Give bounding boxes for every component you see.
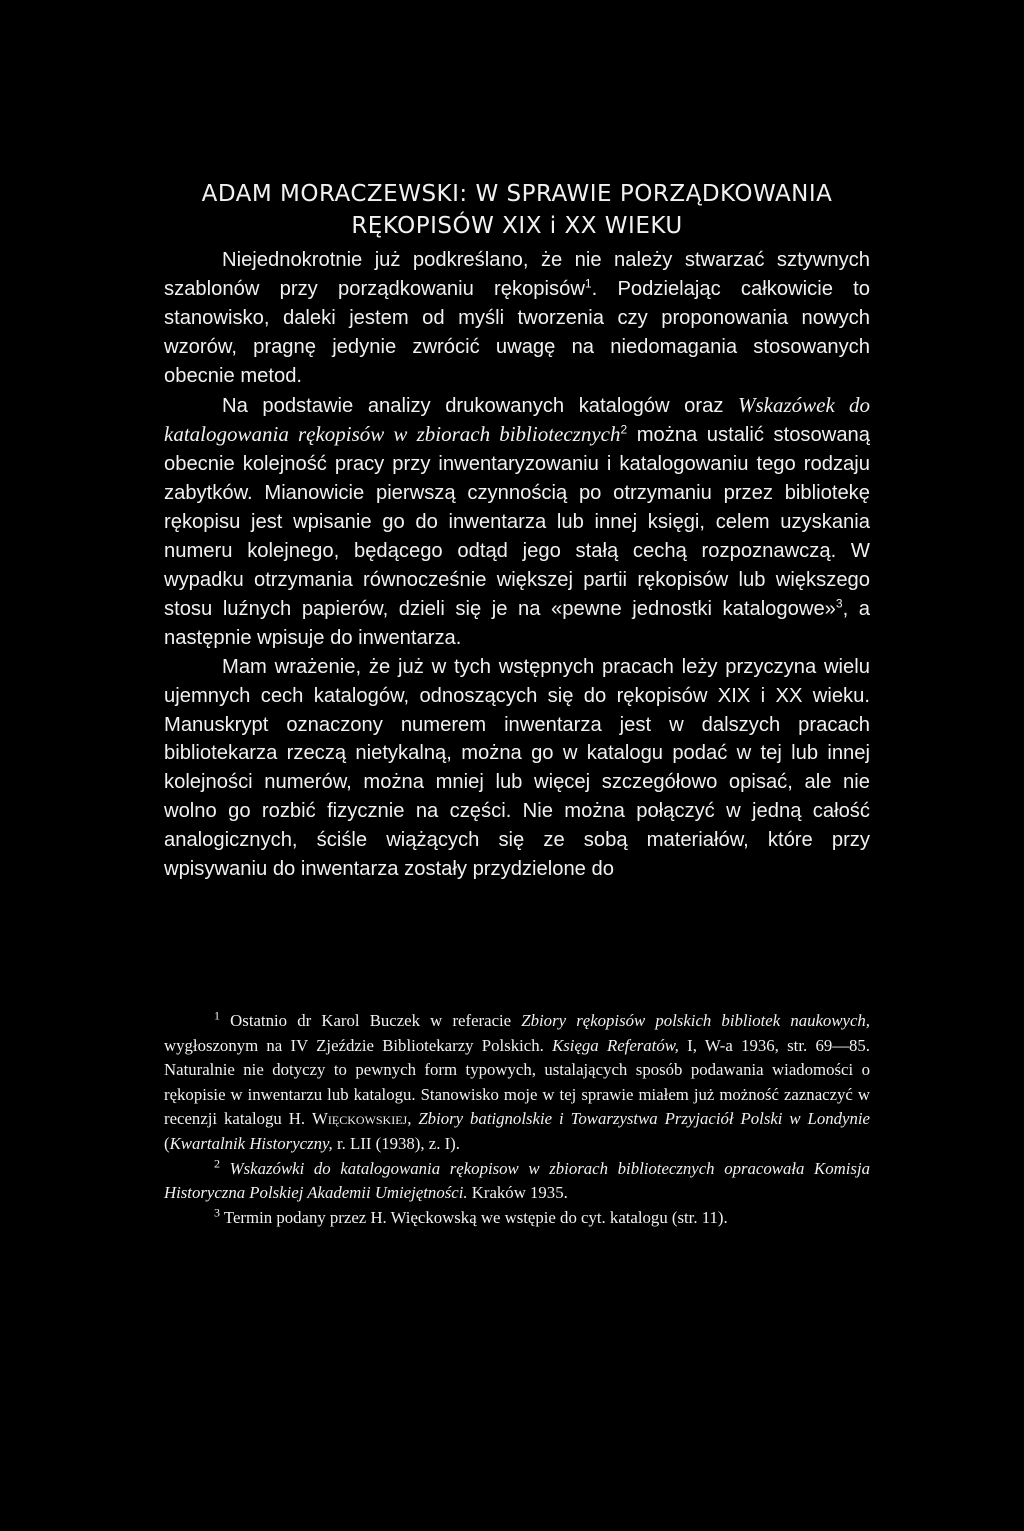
paragraph-1-text-b: . Podzielając całkowicie to stanowisko, daleki jestem od myśli tworzenia czy proponowania nowych wzorów, pragnę jedynie zwrócić uwagę na niedomagania stosowanych obecnie metod. (164, 277, 871, 387)
paragraph-3: Mam wrażenie, że już w tych wstępnych pracach leży przyczyna wielu ujemnych cech katalogów, odnoszących się do rękopisów XIX i XX wieku. Manuskrypt oznaczony numerem inwentarza jest w dalszych pracach bibliotekarza rzeczą nietykalną, można go w katalogu podać w tej lub innej kolejności numerów, można mniej lub więcej szczegółowo opisać, ale nie wolno go rozbić fizycznie na części. Nie można połączyć w jedną całość analogicznych, ściśle wiążących się ze sobą materiałów, które przy wpisywaniu do inwentarza zostały przydzielone do (164, 655, 870, 881)
paragraph-2-text-b: można ustalić stosowaną obecnie kolejność pracy przy inwentaryzowaniu i katalogowaniu tego rodzaju zabytków. Mianowicie pierwszą czynnością po otrzymaniu przez bibliotekę rękopisu jest wpisanie go do inwentarza lub innej księgi, celem uzyskania numeru kolejnego, będącego odtąd jego stałą cechą rozpoznawczą. W wypadku otrzymania równocześnie większej partii rękopisów lub większego stosu luźnych papierów, dzieli się je na «pewne jednostki katalogowe» (164, 424, 870, 620)
article-body (164, 246, 870, 884)
main-text-column (164, 178, 870, 884)
footnote-2-italic: Wskazówki do katalogowania rękopisow w zbiorach bibliotecznych opracowała Komisja Historyczna Polskiej Akademii Umiejętności. (164, 1158, 871, 1203)
article-title-line-2: RĘKOPISÓW XIX i XX WIEKU (351, 213, 683, 239)
footnote-1-text-b: wygłoszonym na IV Zjeździe Bibliotekarzy Polskich. (164, 1035, 544, 1055)
footnotes (164, 1009, 870, 1230)
footnote-ref-3: 3 (835, 596, 843, 611)
footnote-1-italic-3: Zbiory batignolskie i Towarzystwa Przyjaciół Polski w Londynie (418, 1109, 870, 1129)
paragraph-2 (164, 391, 870, 653)
footnote-1-italic-2: Księga Referatów, (552, 1035, 679, 1055)
footnote-ref-1: 1 (584, 276, 592, 291)
footnote-3-text: Termin podany przez H. Więckowską we wstępie do cyt. katalogu (str. 11). (223, 1207, 728, 1227)
paragraph-2-cited-title: Wskazówek do katalogowania rękopisów w zbiorach bibliotecznych (164, 392, 871, 447)
footnote-3 (164, 1206, 870, 1231)
footnote-1-text-a: Ostatnio dr Karol Buczek w referacie (230, 1011, 512, 1030)
footnote-1-text-c: I, W-a 1936, str. 69—85. Naturalnie nie dotyczy to pewnych form typowych, ustalających sposób podawania wiadomości o rękopisie w inwentarzu lub katalogu. Stanowisko moje w tej sprawie miałem już możność zaznaczyć w recenzji katalogu H. (164, 1035, 870, 1129)
paragraph-2-text-a: Na podstawie analizy drukowanych katalogów oraz (222, 394, 724, 417)
footnote-1-text-d: ( (164, 1133, 170, 1153)
paragraph-1 (164, 246, 870, 391)
footnote-1-number: 1 (214, 1008, 220, 1023)
footnote-1-italic-1: Zbiory rękopisów polskich bibliotek naukowych, (521, 1011, 870, 1030)
article-title-line-1: ADAM MORACZEWSKI: W SPRAWIE PORZĄDKOWANIA (201, 181, 833, 207)
paragraph-2-text-c: , a następnie wpisuje do inwentarza. (164, 597, 870, 649)
paragraph-1-text-a: Niejednokrotnie już podkreślano, że nie należy stwarzać sztywnych szablonów przy porządkowaniu rękopisów (164, 249, 870, 300)
footnote-1-author-smallcaps: Więckowskiej, (312, 1109, 412, 1129)
footnote-2-text: Kraków 1935. (471, 1183, 568, 1203)
footnote-1 (164, 1009, 870, 1157)
footnote-2-number: 2 (214, 1155, 220, 1170)
footnote-ref-2: 2 (620, 422, 628, 437)
footnote-1-italic-4: Kwartalnik Historyczny, (169, 1133, 333, 1153)
footnote-3-number: 3 (214, 1205, 220, 1220)
article-title (164, 178, 870, 242)
footnote-2 (164, 1157, 870, 1206)
footnote-1-text-e: r. LII (1938), z. I). (336, 1133, 460, 1153)
